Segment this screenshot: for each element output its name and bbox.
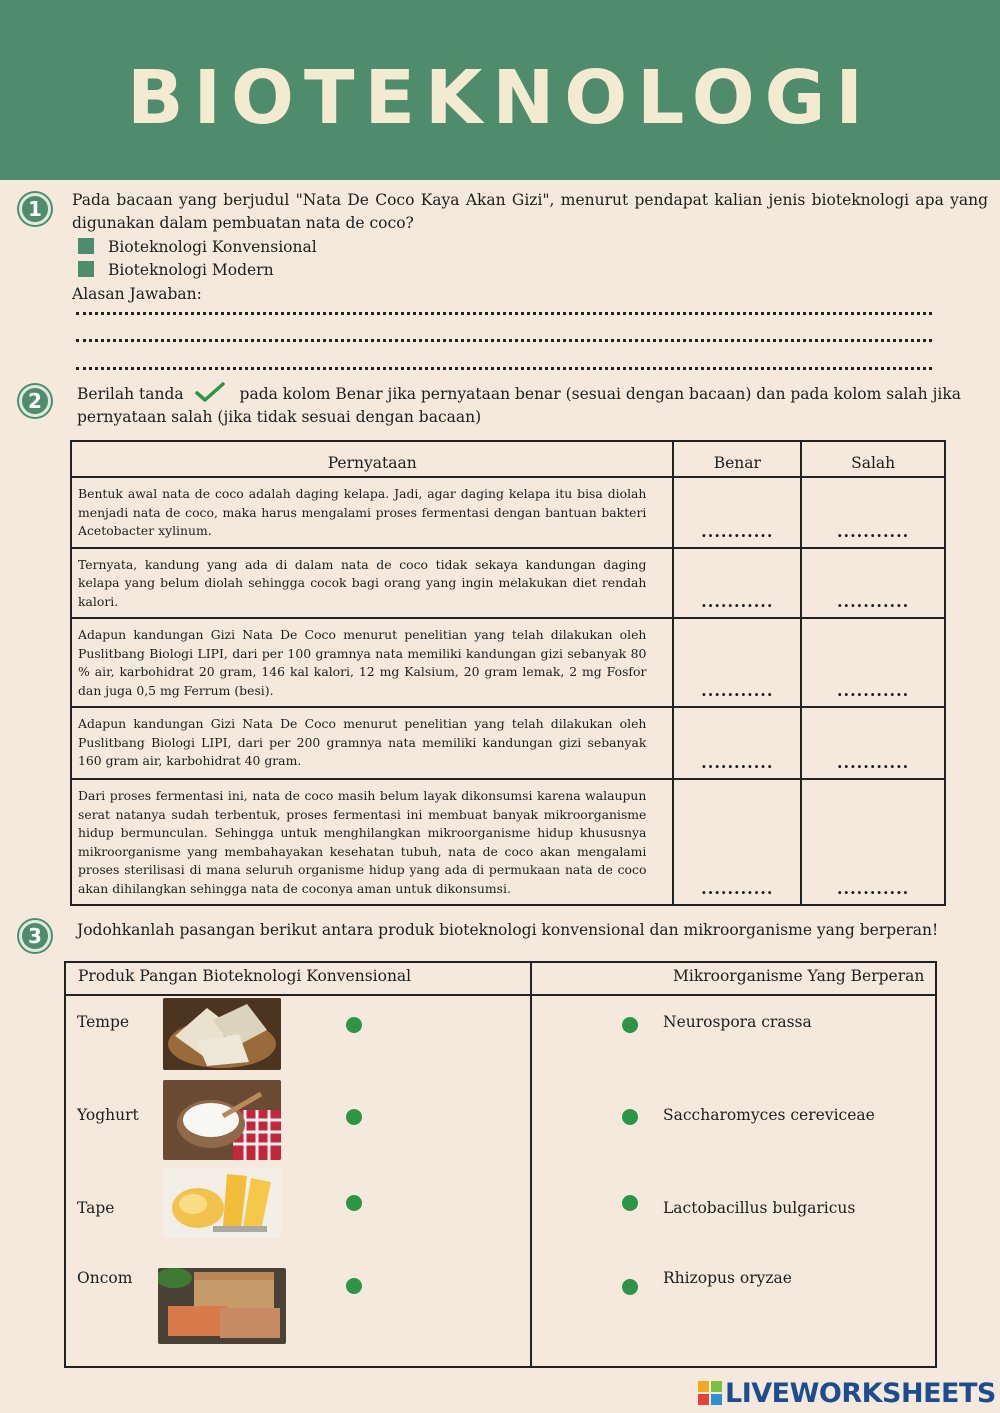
header-pernyataan: Pernyataan <box>71 441 673 477</box>
question-1-badge: 1 <box>19 193 51 225</box>
product-yoghurt: Yoghurt <box>77 1106 139 1124</box>
tape-image <box>163 1168 281 1238</box>
header-banner <box>0 0 1000 180</box>
option-label: Bioteknologi Modern <box>108 261 274 279</box>
product-match-dot[interactable] <box>346 1195 362 1211</box>
salah-blank[interactable]: ........... <box>801 548 945 619</box>
salah-blank[interactable]: ........... <box>801 779 945 905</box>
product-match-dot[interactable] <box>346 1109 362 1125</box>
question-2-badge: 2 <box>19 385 51 417</box>
microbe-saccharomyces: Saccharomyces cereviceae <box>663 1106 875 1124</box>
instruction-before: Berilah tanda <box>77 385 184 403</box>
table-row <box>71 548 945 619</box>
product-oncom: Oncom <box>77 1269 133 1287</box>
statement-text: Adapun kandungan Gizi Nata De Coco menurut penelitian yang telah dilakukan oleh Puslitbang Biologi LIPI, dari per 100 gramnya nata memiliki kandungan gizi sebanyak 80 % air, karbohidrat 20 gram, 146 kal kalori, 12 mg Kalsium, 20 gram lemak, 2 mg Fosfor dan juga 0,5 mg Ferrum (besi). <box>71 618 673 707</box>
statement-table <box>70 440 946 906</box>
instruction-after: pada kolom Benar jika pernyataan benar (sesuai dengan bacaan) dan pada kolom salah jika pernyataan salah (jika tidak sesuai dengan bacaan) <box>77 385 961 426</box>
left-column-header: Produk Pangan Bioteknologi Konvensional <box>78 967 412 985</box>
statement-text: Ternyata, kandung yang ada di dalam nata de coco tidak sekaya kandungan daging kelapa yang belum diolah sehingga cocok bagi orang yang ingin melakukan diet rendah kalori. <box>71 548 673 619</box>
statement-text: Bentuk awal nata de coco adalah daging kelapa. Jadi, agar daging kelapa itu bisa diolah menjadi nata de coco, maka harus mengalami proses fermentasi dengan bantuan bakteri Acetobacter xylinum. <box>71 477 673 548</box>
table-row <box>71 707 945 779</box>
salah-blank[interactable]: ........... <box>801 477 945 548</box>
microbe-match-dot[interactable] <box>622 1109 638 1125</box>
option-modern[interactable] <box>78 259 274 282</box>
checkmark-icon <box>195 382 225 402</box>
microbe-neurospora: Neurospora crassa <box>663 1013 812 1031</box>
salah-blank[interactable]: ........... <box>801 618 945 707</box>
reason-label: Alasan Jawaban: <box>72 285 202 303</box>
microbe-rhizopus: Rhizopus oryzae <box>663 1269 792 1287</box>
product-match-dot[interactable] <box>346 1017 362 1033</box>
option-checkbox[interactable] <box>78 238 94 254</box>
table-header-row <box>71 441 945 477</box>
benar-blank[interactable]: ........... <box>673 707 801 779</box>
brand-name: LIVEWORKSHEETS <box>725 1378 996 1409</box>
benar-blank[interactable]: ........... <box>673 548 801 619</box>
right-column-header: Mikroorganisme Yang Berperan <box>673 967 925 985</box>
table-row <box>71 618 945 707</box>
table-row <box>71 779 945 905</box>
microbe-match-dot[interactable] <box>622 1195 638 1211</box>
statement-text: Adapun kandungan Gizi Nata De Coco menurut penelitian yang telah dilakukan oleh Puslitbang Biologi LIPI, dari per 200 gramnya nata memiliki kandungan gizi sebanyak 160 gram air, karbohidrat 40 gram. <box>71 707 673 779</box>
product-match-dot[interactable] <box>346 1278 362 1294</box>
table-row <box>71 477 945 548</box>
column-divider <box>530 963 532 1366</box>
header-benar: Benar <box>673 441 801 477</box>
microbe-lactobacillus: Lactobacillus bulgaricus <box>663 1199 856 1217</box>
microbe-match-dot[interactable] <box>622 1279 638 1295</box>
product-tempe: Tempe <box>77 1013 130 1031</box>
yoghurt-image <box>163 1080 281 1160</box>
answer-line-3[interactable] <box>76 367 932 370</box>
option-label: Bioteknologi Konvensional <box>108 238 317 256</box>
product-tape: Tape <box>77 1199 115 1217</box>
liveworksheets-logo-icon <box>698 1381 722 1405</box>
microbe-match-dot[interactable] <box>622 1017 638 1033</box>
answer-line-2[interactable] <box>76 339 932 342</box>
benar-blank[interactable]: ........... <box>673 618 801 707</box>
liveworksheets-brand <box>698 1378 996 1409</box>
question-2-text <box>77 382 995 429</box>
option-checkbox[interactable] <box>78 261 94 277</box>
question-3-text: Jodohkanlah pasangan berikut antara produk bioteknologi konvensional dan mikroorganisme yang berperan! <box>77 921 939 939</box>
benar-blank[interactable]: ........... <box>673 779 801 905</box>
salah-blank[interactable]: ........... <box>801 707 945 779</box>
oncom-image <box>158 1268 286 1344</box>
question-1-text: Pada bacaan yang berjudul "Nata De Coco Kaya Akan Gizi", menurut pendapat kalian jenis bioteknologi apa yang digunakan dalam pembuatan nata de coco? <box>72 191 988 232</box>
option-konvensional[interactable] <box>78 236 317 259</box>
benar-blank[interactable]: ........... <box>673 477 801 548</box>
statement-text: Dari proses fermentasi ini, nata de coco masih belum layak dikonsumsi karena walaupun serat natanya sudah terbentuk, proses fermentasi ini membuat banyak mikroorganisme hidup bermunculan. Sehingga untuk menghilangkan mikroorganisme hidup khususnya mikroorganisme yang membahayakan kesehatan tubuh, nata de coco akan mengalami proses sterilisasi di mana seluruh organisme hidup yang ada di permukaan nata de coco akan dihilangkan sehingga nata de coconya aman untuk dikonsumsi. <box>71 779 673 905</box>
answer-line-1[interactable] <box>76 312 932 315</box>
header-divider <box>66 994 935 996</box>
tempe-image <box>163 998 281 1070</box>
page-title: BIOTEKNOLOGI <box>127 55 873 141</box>
header-salah: Salah <box>801 441 945 477</box>
question-3-badge: 3 <box>19 920 51 952</box>
